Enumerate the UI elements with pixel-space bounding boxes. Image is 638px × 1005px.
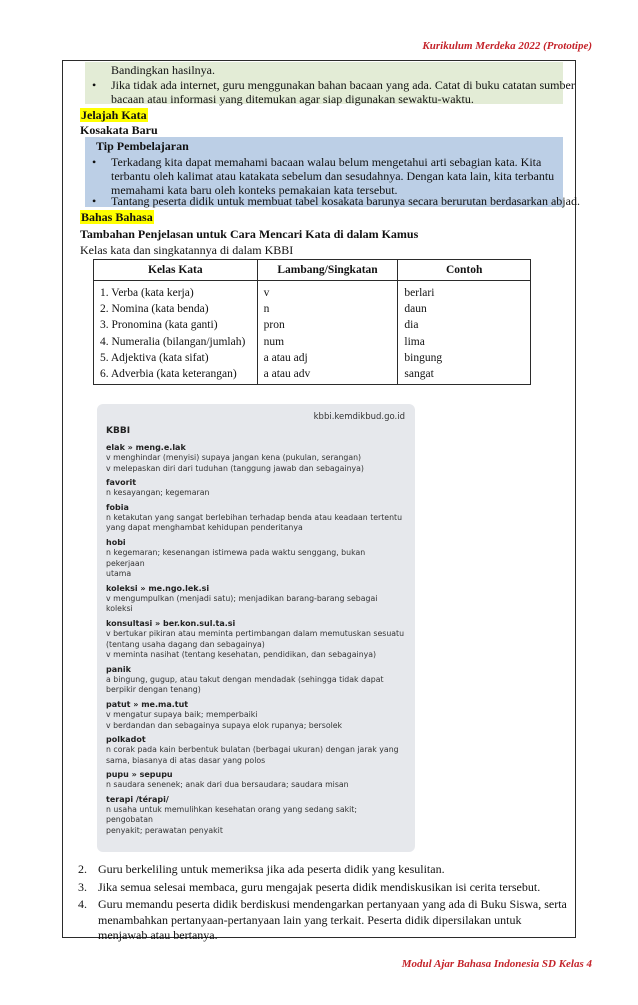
card-title: KBBI — [106, 426, 131, 436]
cell-text: 6. Adverbia (kata keterangan) — [100, 368, 237, 381]
table-row — [94, 281, 531, 385]
entry-definition: v mengumpulkan (menjadi satu); menjadikan barang-barang sebagai koleksi — [106, 593, 378, 614]
kbbi-entries — [106, 442, 406, 840]
item-text: Guru berkeliling untuk memeriksa jika ada peserta didik yang kesulitan. — [98, 862, 445, 876]
entry-definition: a bingung, gugup, atau takut dengan mendadak (sehingga tidak dapat — [106, 674, 384, 684]
note-line: Bandingkan hasilnya. — [111, 63, 215, 77]
word-class-table — [93, 259, 531, 385]
cell-text: a atau adj — [263, 351, 308, 364]
bullet-icon: • — [92, 194, 97, 208]
note-line: bacaan atau informasi yang ditemukan agar siap digunakan sewaktu-waktu. — [111, 92, 474, 106]
entry-definition: v mengatur supaya baik; memperbaiki — [106, 709, 258, 719]
kbbi-card — [97, 404, 415, 852]
table-cell — [94, 281, 258, 385]
entry-definition: n kesayangan; kegemaran — [106, 488, 210, 498]
running-header: Kurikulum Merdeka 2022 (Prototipe) — [422, 40, 592, 52]
entry-definition: n corak pada kain berbentuk bulatan (berbagai ukuran) dengan jarak yang — [106, 745, 399, 755]
item-number: 2. — [78, 862, 87, 876]
subheading-kosakata: Kosakata Baru — [80, 123, 158, 137]
dictionary-entry — [106, 477, 406, 499]
cell-text: n — [263, 303, 270, 316]
dictionary-entry — [106, 618, 406, 661]
cell-text: berlari — [404, 287, 435, 299]
entry-definition: sama, biasanya di atas dasar yang polos — [106, 755, 266, 765]
cell-text: 5. Adjektiva (kata sifat) — [100, 351, 209, 364]
item-number: 4. — [78, 897, 87, 911]
dictionary-entry — [106, 583, 406, 615]
tip-text: terbantu oleh kalimat atau katakata sebelum dan sesudahnya. Dengan kata lain, kita terbantu — [111, 169, 555, 183]
subheading-tambahan: Tambahan Penjelasan untuk Cara Mencari Kata di dalam Kamus — [80, 227, 419, 241]
entry-definition: v melepaskan diri dari tuduhan (tanggung jawab dan sebagainya) — [106, 463, 364, 473]
cell-text: lima — [404, 335, 425, 348]
dictionary-entry — [106, 664, 406, 696]
dictionary-entry — [106, 699, 406, 731]
entry-definition: utama — [106, 569, 132, 579]
item-text: Guru memandu peserta didik berdiskusi mendengarkan pertanyaan yang ada di Buku Siswa, serta menambahkan pertanyaan-pertanyaan lain yang terkait. Peserta didik dipersilakan untuk menjawab atau bertanya. — [98, 897, 567, 942]
entry-headword: koleksi » me.ngo.lek.si — [106, 583, 210, 593]
entry-headword: patut » me.ma.tut — [106, 699, 189, 709]
cell-text: daun — [404, 303, 427, 316]
section-label-bahas: Bahas Bahasa — [81, 210, 153, 224]
entry-definition: v menghindar (menyisi) supaya jangan kena (pukulan, serangan) — [106, 453, 362, 462]
tip-title: Tip Pembelajaran — [96, 139, 189, 153]
entry-definition: v bertukar pikiran atau meminta pertimbangan dalam memutuskan sesuatu — [106, 628, 405, 638]
cell-text: sangat — [404, 368, 434, 381]
steps-list — [78, 862, 568, 946]
bullet-icon: • — [92, 155, 97, 169]
cell-text: num — [263, 335, 285, 348]
dictionary-entry — [106, 537, 406, 580]
entry-definition: v meminta nasihat (tentang kesehatan, pendidikan, dan sebagainya) — [106, 650, 377, 660]
entry-headword: elak » meng.e.lak — [106, 443, 186, 452]
entry-headword: fobia — [106, 502, 129, 512]
site-url: kbbi.kemdikbud.go.id — [313, 412, 405, 422]
entry-definition: n kegemaran; kesenangan istimewa pada waktu senggang, bukan pekerjaan — [106, 547, 366, 568]
entry-headword: hobi — [106, 537, 126, 547]
table-cell — [398, 281, 531, 385]
entry-headword: polkadot — [106, 735, 146, 745]
entry-headword: pupu » sepupu — [106, 770, 173, 780]
cell-text: 1. Verba (kata kerja) — [100, 287, 194, 299]
cell-text: 2. Nomina (kata benda) — [100, 303, 209, 316]
table-cell — [257, 281, 398, 385]
table-header: Lambang/Singkatan — [257, 260, 398, 281]
table-header: Kelas Kata — [94, 260, 258, 281]
tip-text: Terkadang kita dapat memahami bacaan walau belum mengetahui arti sebagian kata. Kita — [111, 155, 542, 169]
dictionary-entry — [106, 769, 406, 791]
entry-definition: (tentang usaha dagang dan sebagainya) — [106, 639, 265, 649]
entry-headword: konsultasi » ber.kon.sul.ta.si — [106, 618, 236, 628]
entry-definition: yang dapat menghambat kehidupan penderitanya — [106, 523, 303, 533]
entry-definition: penyakit; perawatan penyakit — [106, 826, 223, 836]
entry-definition: berpikir dengan tenang) — [106, 685, 201, 695]
cell-text: pron — [263, 319, 285, 332]
bullet-icon: • — [92, 78, 97, 92]
item-text: Jika semua selesai membaca, guru mengajak peserta didik mendiskusikan isi cerita tersebut. — [98, 879, 541, 894]
cell-text: bingung — [404, 351, 443, 364]
cell-text: v — [263, 287, 270, 299]
entry-definition: n ketakutan yang sangat berlebihan terhadap benda atau keadaan tertentu — [106, 512, 403, 522]
dictionary-entry — [106, 502, 406, 534]
cell-text: 4. Numeralia (bilangan/jumlah) — [100, 335, 246, 348]
dictionary-entry — [106, 442, 406, 474]
entry-definition: n saudara senenek; anak dari dua bersaudara; saudara misan — [106, 780, 349, 790]
list-item — [78, 897, 568, 944]
table-header: Contoh — [398, 260, 531, 281]
tip-text: memahami kata baru oleh konteks pemakaian kata tersebut. — [111, 183, 398, 197]
table-intro: Kelas kata dan singkatannya di dalam KBBI — [80, 243, 294, 257]
item-number: 3. — [78, 879, 87, 894]
tip-text: Tantang peserta didik untuk membuat tabel kosakata barunya secara berurutan berdasarkan abjad. — [111, 194, 580, 208]
cell-text: 3. Pronomina (kata ganti) — [100, 319, 218, 332]
dictionary-entry — [106, 794, 406, 837]
list-item — [78, 862, 568, 878]
section-label-jelajah: Jelajah Kata — [81, 108, 147, 122]
entry-headword: panik — [106, 664, 131, 674]
note-line: Jika tidak ada internet, guru menggunakan bahan bacaan yang ada. Catat di buku catatan sumber — [111, 78, 575, 92]
running-footer: Modul Ajar Bahasa Indonesia SD Kelas 4 — [401, 958, 592, 970]
cell-text: a atau adv — [263, 368, 311, 381]
entry-headword: favorit — [106, 478, 137, 488]
list-item — [78, 880, 568, 896]
entry-definition: v berdandan dan sebagainya supaya elok rupanya; bersolek — [106, 720, 343, 730]
cell-text: dia — [404, 319, 419, 332]
entry-definition: n usaha untuk memulihkan kesehatan orang yang sedang sakit; pengobatan — [106, 804, 357, 825]
dictionary-entry — [106, 734, 406, 766]
entry-headword: terapi /térapi/ — [106, 794, 169, 804]
